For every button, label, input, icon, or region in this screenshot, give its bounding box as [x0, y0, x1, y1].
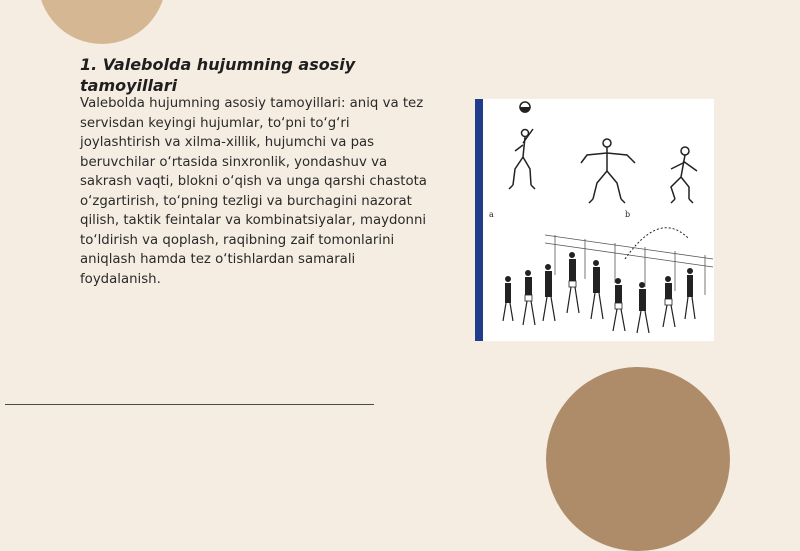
- slide-title: 1. Valebolda hujumning asosiy tamoyillari: [80, 55, 356, 95]
- player-sketch-block: [581, 139, 635, 203]
- divider-line: [5, 404, 374, 405]
- player-sketch-serve: [509, 102, 535, 189]
- figure-side-stripe: [475, 99, 483, 341]
- decorative-circle-top: [38, 0, 166, 44]
- player-sketch-pass: [671, 147, 697, 203]
- decorative-circle-bottom: [546, 367, 730, 551]
- figure-label-b: b: [625, 210, 631, 219]
- slide-body-text: Valebolda hujumning asosiy tamoyillari: aniq va tez servisdan keyingi hujumlar, to‘pni to‘g‘ri joylashtirish va xilma-xillik, hujumchi va pas beruvchilar o‘rtasida sinxronlik, yondashuv va sakrash vaqti, blokni o‘qish va unga qarshi chastota o‘zgartirish, to‘pning tezligi va burchagini nazorat qilish, taktik feintalar va kombinatsiyalar, maydonni to‘ldirish va qoplash, raqibning zaif tomonlarini aniqlash hamda tez o‘tishlardan samarali foydalanish.: [80, 96, 427, 287]
- volleyball-illustration: [475, 99, 714, 341]
- volleyball-drawing: [475, 99, 714, 341]
- figure-label-a: a: [489, 210, 494, 219]
